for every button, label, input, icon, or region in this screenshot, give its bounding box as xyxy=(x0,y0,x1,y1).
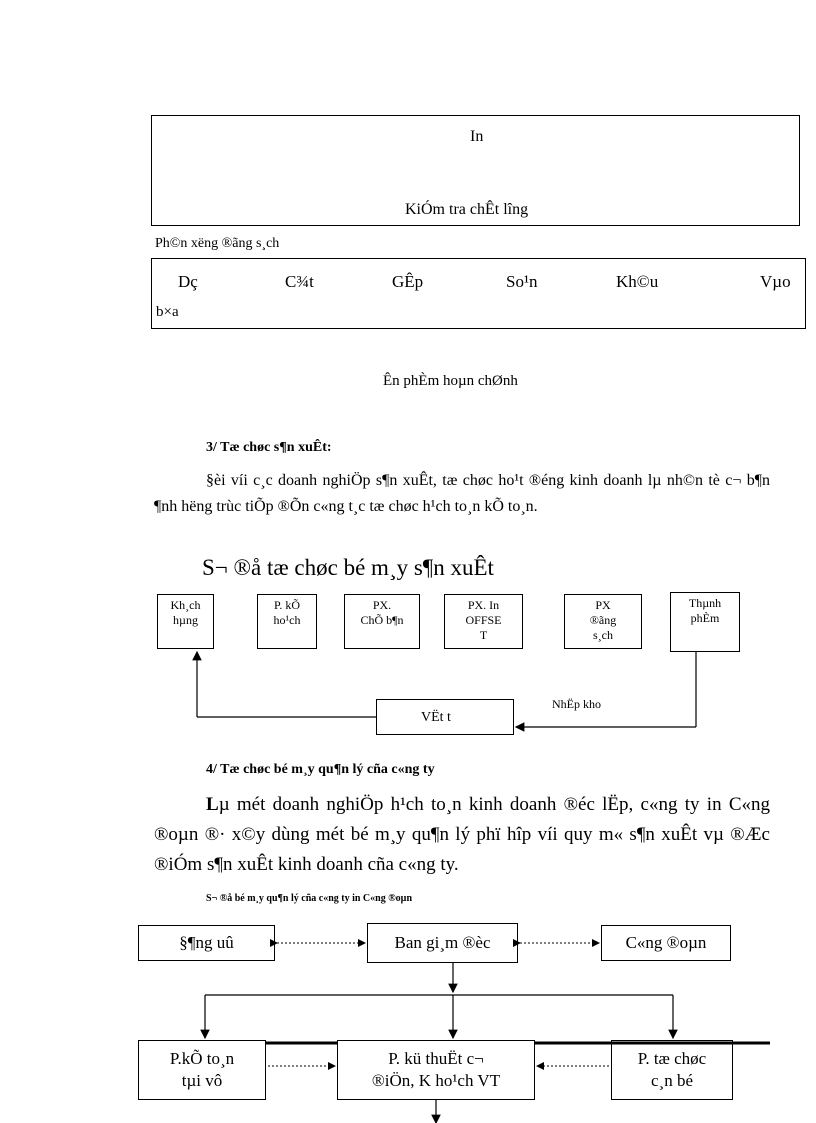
section4-text: µ mét doanh nghiÖp h¹ch to¸n kinh doanh ®éc lËp, c«ng ty in C«ng ®oµn ®· x©y dùng mét bé m¸y qu¶n lý phï hîp víi quy m« s¶n xuÊt vµ ®Æc ®iÓm s¶n xuÊt kinh doanh cña c«ng ty. xyxy=(154,794,770,875)
section3-paragraph: §èi víi c¸c doanh nghiÖp s¶n xuÊt, tæ chøc ho¹t ®éng kinh doanh lµ nh©n tè c¬ b¶n ¶nh hëng trùc tiÕp ®Õn c«ng t¸c tæ chøc h¹ch to¸n kÕ to¸n. xyxy=(154,472,770,515)
box-accounting: P.kÕ to¸n tµi vô xyxy=(138,1040,266,1100)
box-party: §¶ng uû xyxy=(138,925,275,961)
import-label: NhËp kho xyxy=(552,697,601,711)
section4-paragraph xyxy=(154,790,770,880)
section4-heading: 4/ Tæ chøc bé m¸y qu¶n lý cña c«ng ty xyxy=(206,762,435,777)
warehouse-label: VËt t xyxy=(421,710,451,725)
step-khau: Kh©u xyxy=(616,272,659,291)
box-offset-print: PX. In OFFSE T xyxy=(444,594,523,649)
box-union: C«ng ®oµn xyxy=(601,925,731,961)
step-vao: Vµo xyxy=(760,272,791,291)
management-chart-title: S¬ ®å bé m¸y qu¶n lý cña c«ng ty in C«ng ®oµn xyxy=(206,893,413,904)
finished-product-label: Ên phÈm hoµn chØnh xyxy=(383,373,518,389)
step-do: Dç xyxy=(178,272,198,291)
print-label: In xyxy=(470,128,484,145)
step-bia: b×a xyxy=(156,304,179,320)
box-planning: P. kÕ ho¹ch xyxy=(257,594,317,649)
box-personnel: P. tæ chøc c¸n bé xyxy=(611,1040,733,1100)
box-prepress: PX. ChÕ b¶n xyxy=(344,594,420,649)
box-binding: PX ®ãng s¸ch xyxy=(564,594,642,649)
binding-workshop-label: Ph©n xëng ®ãng s¸ch xyxy=(155,236,280,251)
box-customer: Kh¸ch hµng xyxy=(157,594,214,649)
step-cat: C¾t xyxy=(285,272,314,291)
box-technical: P. kü thuËt c¬ ®iÖn, K ho¹ch VT xyxy=(337,1040,535,1100)
box-finished: Thµnh phÈm xyxy=(670,592,740,652)
section3-heading: 3/ Tæ chøc s¶n xuÊt: xyxy=(206,440,332,455)
section4-lead-letter: L xyxy=(206,794,219,815)
quality-check-label: KiÓm tra chÊt lîng xyxy=(405,201,529,218)
binding-steps-box xyxy=(151,258,806,329)
step-gap: GÊp xyxy=(392,272,424,291)
production-chart-title: S¬ ®å tæ chøc bé m¸y s¶n xuÊt xyxy=(202,555,494,580)
box-board: Ban gi¸m ®èc xyxy=(367,923,518,963)
step-soan: So¹n xyxy=(506,272,538,291)
